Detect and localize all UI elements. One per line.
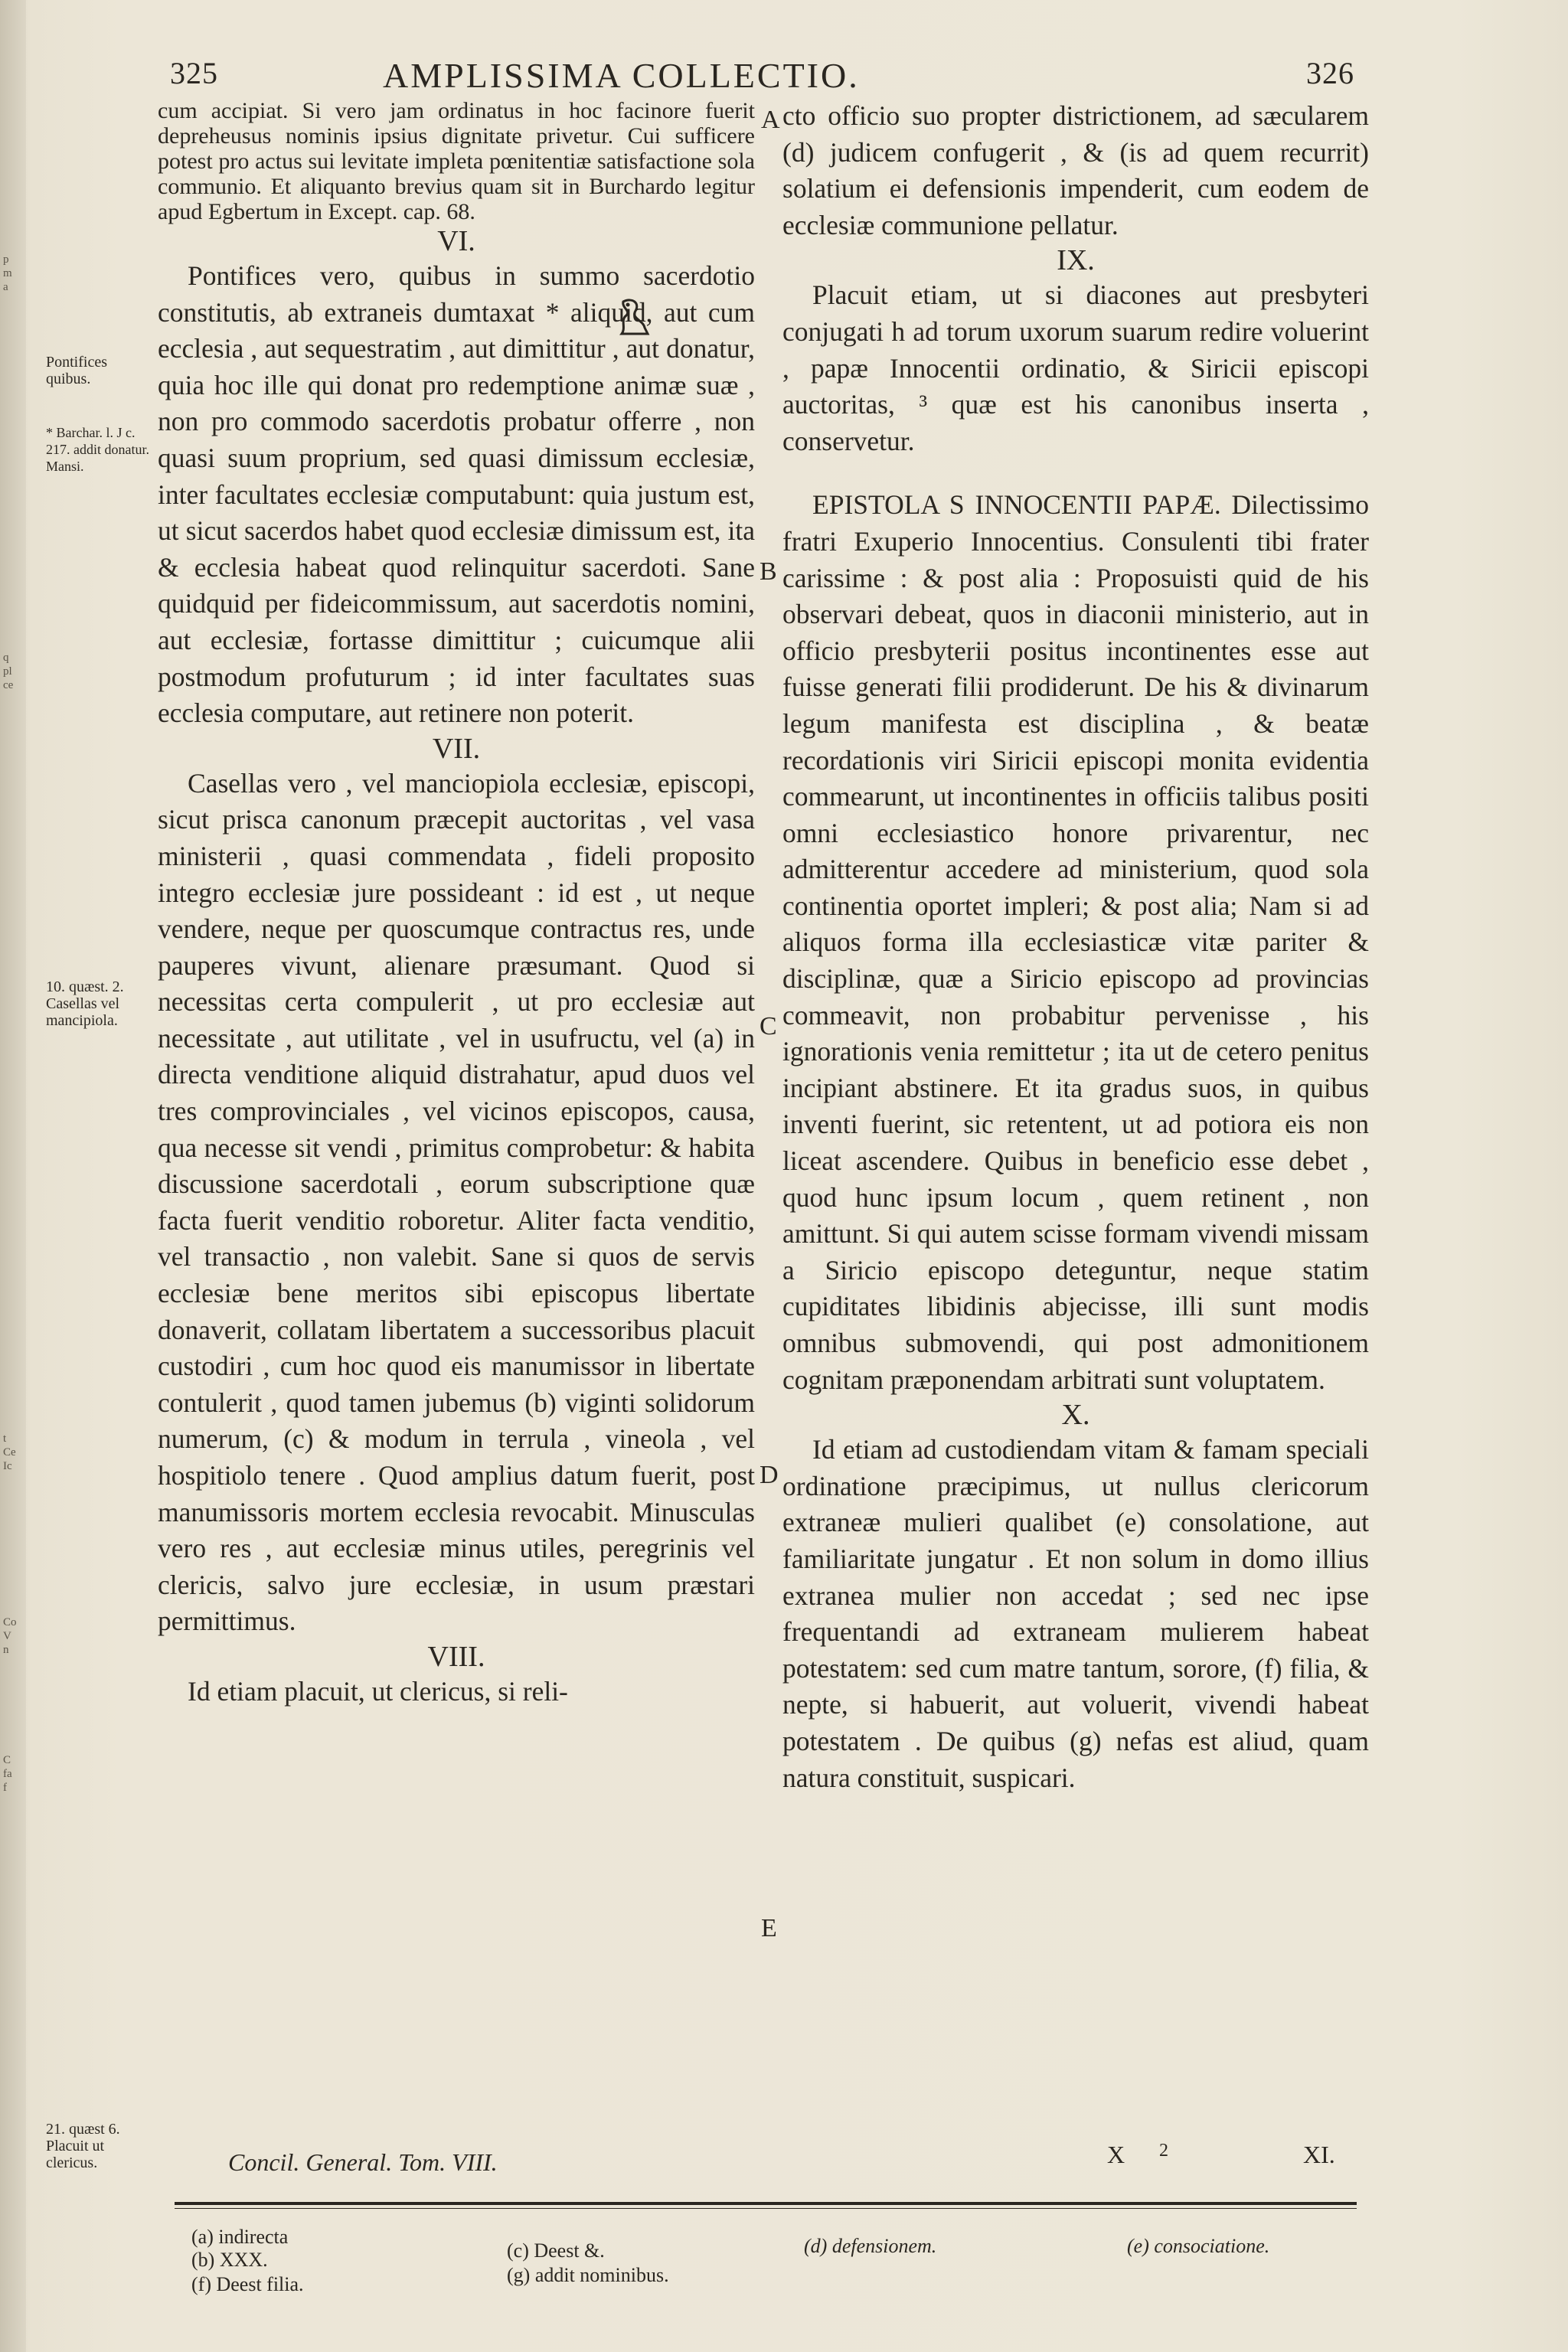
section-letter-b: B [760,557,777,586]
section-letter-a: A [761,106,780,134]
margin-note-placuit: 21. quæst 6. Placuit ut clericus. [46,2121,120,2171]
left-column-paragraph: cum accipiat. Si vero jam ordinatus in hoc facinore fuerit depreheusus nominis ipsius dignitate privetur. Cui sufficere potest pro actus sui levitate impleta pœnitentiæ satisfactione sola communio. Et aliquanto brevius quam sit in Burchardo legitur apud Egbertum in Except. cap. 68. [158,98,755,224]
signature-mark-left: X [1107,2141,1125,2168]
left-column-heading: VI. [437,225,475,257]
footnote-e: (e) consociatione. [1127,2235,1270,2257]
footnote-rule [175,2202,1357,2205]
right-column-paragraph: Placuit etiam, ut si diacones aut presbyteri conjugati h ad torum uxorum suarum redire voluerint , papæ Innocentii ordinatio, & Siricii episcopi auctoritas, ³ quæ est his canonibus inserta , conservetur. [782,279,1369,456]
footnote-c: (c) Deest &. [507,2239,605,2262]
right-column-paragraph: EPISTOLA S INNOCENTII PAPÆ. Dilectissimo fratri Exuperio Innocentius. Consulenti tibi frater carissime : & post alia : Proposuisti quid de his observari debeat, quos in diaconii ministerio, aut in officio presbyterii positus incontinentes esse aut fuisse generati filii prodiderunt. De his & divinarum legum manifesta est disciplina , & beatæ recordationis viri Siricii episcopi monita evidentia commearunt, ut incontinentes in officiis talibus positi omni ecclesiastico honore privarentur, nec admitterentur accedere ad ministerium, quod sola continentia oportet impleri; & post alia; Nam si ad aliquos forma illa ecclesiasticæ vitæ pariter & disciplinæ, quæ a Siricio episcopo ad provincias commeavit, non probabitur pervenisse , his ignorationis venia remittetur ; ita ut de cetero penitus incipiant abstinere. Et ita gradus suos, in quibus inventi fuerint, sic retentent, ut ad potiora eis non liceat ascendere. Quibus in beneficio esse debet , quod hunc ipsum locum , quem retinent , non amittunt. Si qui autem scisse formam vivendi missam a Siricio episcopo deteguntur, neque statim cupiditates libidinis abjecisse, illi sunt modis omnibus submovendi, qui post admonitionem cognitam præponendam arbitrati sunt voluptatem. [782,489,1369,1395]
footnote-d: (d) defensionem. [804,2235,937,2257]
right-column-heading: X. [1061,1399,1090,1432]
left-column-paragraph: Casellas vero , vel manciopiola ecclesiæ, episcopi, sicut prisca canonum præcepit auctoritas , vel vasa ministerii , quasi commendata , fideli proposito integro ecclesiæ jure possideant : id est , ut neque vendere, neque per quoscumque contractus res, unde pauperes vivunt, alienare præsumant. Quod si necessitas certa compulerit , ut pro ecclesiæ aut necessitate , aut utilitate , vel in usufructu, vel (a) in directa venditione aliquid distrahatur, apud duos vel tres comprovinciales , vel vicinos episcopos, causa, qua necesse sit vendi , primitus comprobetur: & habita discussione sacerdotali , eorum subscriptione quæ facta fuerit venditio roboretur. Aliter facta venditio, vel transactio , non valebit. Sane si quos de servis ecclesiæ bene meritos sibi episcopus libertate donaverit, collatam libertatem a successoribus placuit custodiri , cum hoc quod eis manumissor in libertate contulerit , quod tamen jubemus (b) viginti solidorum numerum, (c) & modum in terrula , vineola , vel hospitiolo tenere . Quod amplius datum fuerit, post manumissoris mortem ecclesia revocabit. Minusculas vero res , aut ecclesiæ minus utiles, peregrinis vel clericis, salvo jure ecclesiæ, in usum præstari permittimus. [158,767,755,1637]
right-column [782,98,1369,1796]
section-letter-d: D [760,1461,779,1489]
footnote-f: (f) Deest filia. [191,2273,304,2295]
right-column-spacer [782,459,1369,487]
left-column-heading: VII. [432,732,481,765]
previous-page-edge: p m a q pl ce t Ce Ic Co V n C fa f [0,0,26,2352]
section-letter-e: E [761,1914,777,1942]
left-column-paragraph: Pontifices vero, quibus in summo sacerdotio constitutis, ab extraneis dumtaxat * aliquid, aut cum ecclesia , aut sequestratim , aut dimittitur , aut donatur, quia hoc ille qui donat pro redemptione animæ suæ , non pro commodo sacerdotis probatur offerre , non quasi suum proprium, sed quasi dimissum ecclesiæ, inter facultates ecclesiæ computabunt: quia justum est, ut sicut sacerdos habet quod ecclesiæ dimissum est, ita & ecclesia habeat quod relinquitur sacerdoti. Sane quidquid per fideicommissum, aut sacerdotis nomini, aut ecclesiæ, fortasse dimittitur ; cuicumque alii postmodum profuturum ; id inter facultates suas ecclesia computare, aut retinere non poterit. [158,260,755,729]
margin-note-burchard: * Barchar. l. J c. 217. addit donatur. Mansi. [46,425,149,474]
signature-mark-number: 2 [1159,2141,1168,2161]
right-page-number: 326 [1306,56,1354,90]
footnote-g: (g) addit nominibus. [507,2264,669,2286]
right-column-paragraph: cto officio suo propter districtionem, ad sæcularem (d) judicem confugerit , & (is ad quem recurrit) solatium ei defensionis impenderit, cum eodem de ecclesiæ communione pellatur. [782,100,1369,240]
volume-footer: Concil. General. Tom. VIII. [228,2148,498,2176]
left-page-number: 325 [170,56,218,90]
left-column-paragraph: Id etiam placuit, ut clericus, si reli- [188,1675,568,1707]
margin-note-casellas: 10. quæst. 2. Casellas vel mancipiola. [46,978,124,1029]
footnote-a: (a) indirecta [191,2226,289,2248]
footnote-b: (b) XXX. [191,2249,268,2271]
running-title: AMPLISSIMA COLLECTIO. [383,56,860,95]
right-column-heading: IX. [1057,244,1095,277]
right-column-paragraph: Id etiam ad custodiendam vitam & famam speciali ordinatione præcipimus, ut nullus clericorum extraneæ mulieri qualibet (e) consolatione, aut familiaritate jungatur . Et non solum in domo illius extranea mulier non accedat ; sed nec ipse frequentandi ad extraneam mulierem habeat potestatem: sed cum matre tantum, sorore, (f) filia, & nepte, si habuerit, aut voluerit, vivendi habeat potestatem . De quibus (g) nefas est aliud, quam natura constituit, suspicari. [782,1434,1369,1793]
left-column-heading: VIII. [427,1640,485,1673]
left-column [158,98,755,1710]
signature-mark-right: XI. [1303,2141,1335,2168]
margin-note-pontifices: Pontifices quibus. [46,354,107,387]
footnote-rule-thin [175,2208,1357,2209]
section-letter-c: C [760,1012,777,1040]
